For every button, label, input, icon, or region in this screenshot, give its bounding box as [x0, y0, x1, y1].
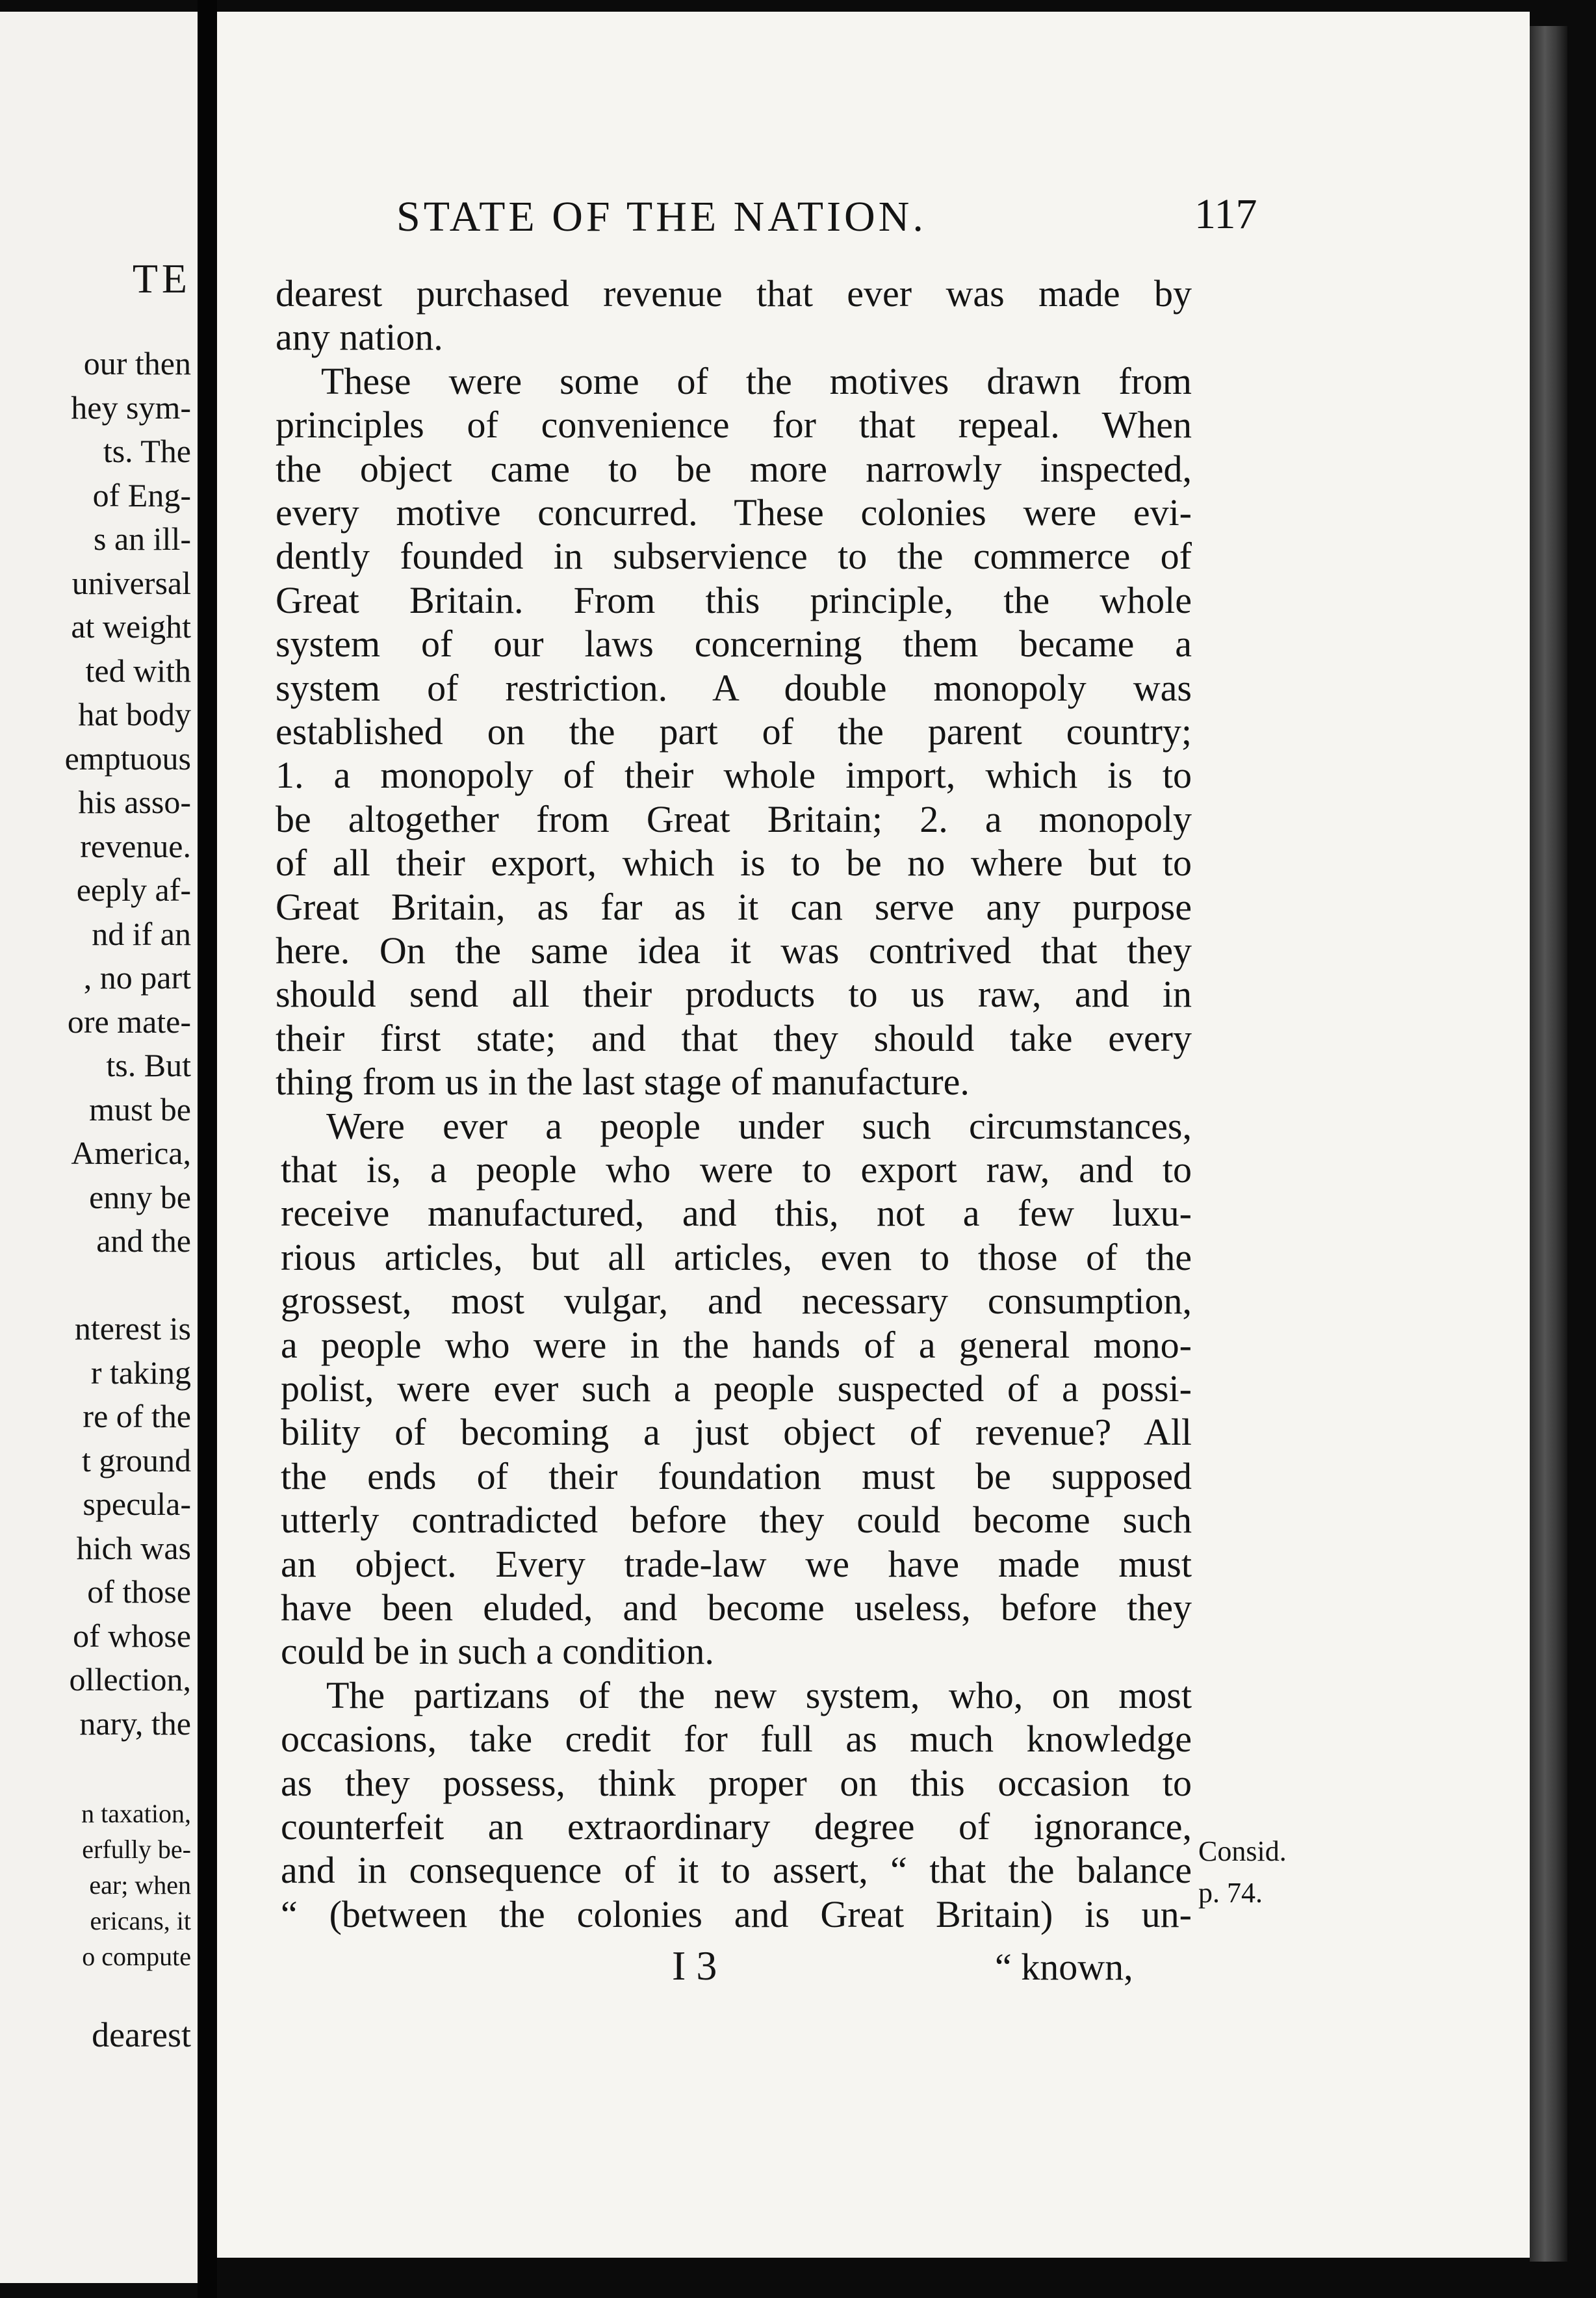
text-line: occasions, take credit for full as much knowledge [281, 1718, 1192, 1761]
text-line: a people who were in the hands of a general mono- [281, 1323, 1192, 1366]
text-line: have been eluded, and become useless, before they [281, 1586, 1192, 1629]
facing-page-note-line: erfully be- [82, 1835, 191, 1864]
text-line: could be in such a condition. [281, 1630, 714, 1673]
text-line: system of our laws concerning them became a [276, 623, 1192, 665]
text-line: thing from us in the last stage of manufacture. [276, 1061, 970, 1104]
facing-page-line: revenue. [80, 827, 191, 864]
facing-page-note-line: ear; when [89, 1870, 191, 1900]
text-line: “ (between the colonies and Great Britain) is un- [281, 1892, 1192, 1935]
text-line: Great Britain, as far as it can serve any purpose [276, 885, 1192, 928]
page-number: 117 [1194, 190, 1257, 238]
text-line: the object came to be more narrowly inspected, [276, 447, 1192, 490]
book-gutter [198, 0, 217, 2298]
facing-page-line: t ground [81, 1441, 191, 1478]
text-line: Were ever a people under such circumstances, [326, 1104, 1192, 1147]
facing-page-line: ted with [85, 652, 191, 689]
facing-page-note-line: n taxation, [81, 1799, 191, 1828]
text-line: and in consequence of it to assert, “ that the balance [281, 1849, 1192, 1892]
facing-page-line: nterest is [74, 1310, 191, 1347]
facing-page-line: universal [71, 564, 191, 601]
text-line: should send all their products to us raw, and in [276, 973, 1192, 1016]
text-line: established on the part of the parent country; [276, 710, 1192, 753]
facing-page-line: of whose [73, 1617, 191, 1654]
facing-page-line: and the [96, 1222, 191, 1259]
facing-page-line: , no part [83, 959, 191, 996]
facing-page-line: hey sym- [71, 389, 191, 426]
text-line: that is, a people who were to export raw, and to [281, 1148, 1192, 1191]
text-line: be altogether from Great Britain; 2. a monopoly [276, 797, 1192, 840]
margin-note-line: Consid. [1198, 1835, 1287, 1867]
facing-page-line: r taking [90, 1354, 191, 1391]
facing-page-line: of those [87, 1573, 191, 1610]
facing-page-line: s an ill- [94, 521, 191, 557]
facing-page-line: emptuous [64, 740, 191, 777]
facing-page-line: ollection, [69, 1661, 191, 1698]
facing-page-line: America, [71, 1135, 191, 1171]
facing-page-line: his asso- [78, 784, 191, 820]
text-line: their first state; and that they should take every [276, 1016, 1192, 1059]
text-line: The partizans of the new system, who, on most [326, 1673, 1192, 1716]
text-line: rious articles, but all articles, even to those of the [281, 1235, 1192, 1278]
facing-page-line: hich was [76, 1529, 191, 1566]
facing-page-line: nary, the [79, 1705, 191, 1742]
catchword: “ known, [995, 1946, 1133, 1988]
facing-page-line: ts. But [106, 1047, 191, 1083]
facing-page-line: specula- [83, 1486, 191, 1522]
text-line: every motive concurred. These colonies were evi- [276, 491, 1192, 534]
text-line: principles of convenience for that repeal. When [276, 404, 1192, 446]
facing-page-note-line: ericans, it [90, 1906, 191, 1935]
text-line: of all their export, which is to be no where but to [276, 842, 1192, 884]
text-line: grossest, most vulgar, and necessary consumption, [281, 1280, 1192, 1323]
facing-page-line: our then [83, 345, 191, 381]
facing-page-line: of Eng- [92, 476, 191, 513]
text-line: utterly contradicted before they could become such [281, 1499, 1192, 1542]
text-line: counterfeit an extraordinary degree of ignorance, [281, 1805, 1192, 1848]
text-line: polist, were ever such a people suspected of a possi- [281, 1367, 1192, 1410]
facing-page-line: eeply af- [76, 871, 191, 908]
text-line: Great Britain. From this principle, the whole [276, 578, 1192, 621]
book-page [217, 12, 1530, 2258]
facing-page-heading: TE [132, 255, 191, 302]
text-line: as they possess, think proper on this occasion to [281, 1761, 1192, 1804]
text-line: system of restriction. A double monopoly was [276, 666, 1192, 709]
text-line: here. On the same idea it was contrived that they [276, 929, 1192, 972]
facing-page-line: ts. The [103, 433, 191, 469]
signature-mark: I 3 [672, 1943, 717, 1989]
facing-page-line: ore mate- [67, 1003, 191, 1040]
text-line: 1. a monopoly of their whole import, which is to [276, 754, 1192, 797]
text-line: the ends of their foundation must be supposed [281, 1454, 1192, 1497]
facing-page-note-line: o compute [82, 1942, 191, 1971]
text-line: dearest purchased revenue that ever was made by [276, 272, 1192, 315]
text-line: receive manufactured, and this, not a few luxu- [281, 1192, 1192, 1235]
text-line: bility of becoming a just object of revenue? All [281, 1411, 1192, 1454]
facing-page-line: must be [89, 1091, 191, 1128]
facing-page-line: enny be [89, 1178, 191, 1215]
facing-page-catchword: dearest [92, 2015, 191, 2054]
text-line: any nation. [276, 316, 443, 359]
facing-page-line: nd if an [92, 915, 191, 952]
facing-page [0, 12, 198, 2283]
running-head: STATE OF THE NATION. [396, 193, 927, 240]
text-line: an object. Every trade-law we have made must [281, 1542, 1192, 1585]
text-line: dently founded in subservience to the commerce of [276, 535, 1192, 578]
facing-page-line: hat body [78, 696, 191, 732]
facing-page-line: re of the [83, 1398, 191, 1434]
margin-note-line: p. 74. [1198, 1877, 1263, 1909]
text-line: These were some of the motives drawn from [321, 359, 1192, 402]
facing-page-line: at weight [71, 608, 191, 645]
page-edge [1530, 26, 1567, 2262]
